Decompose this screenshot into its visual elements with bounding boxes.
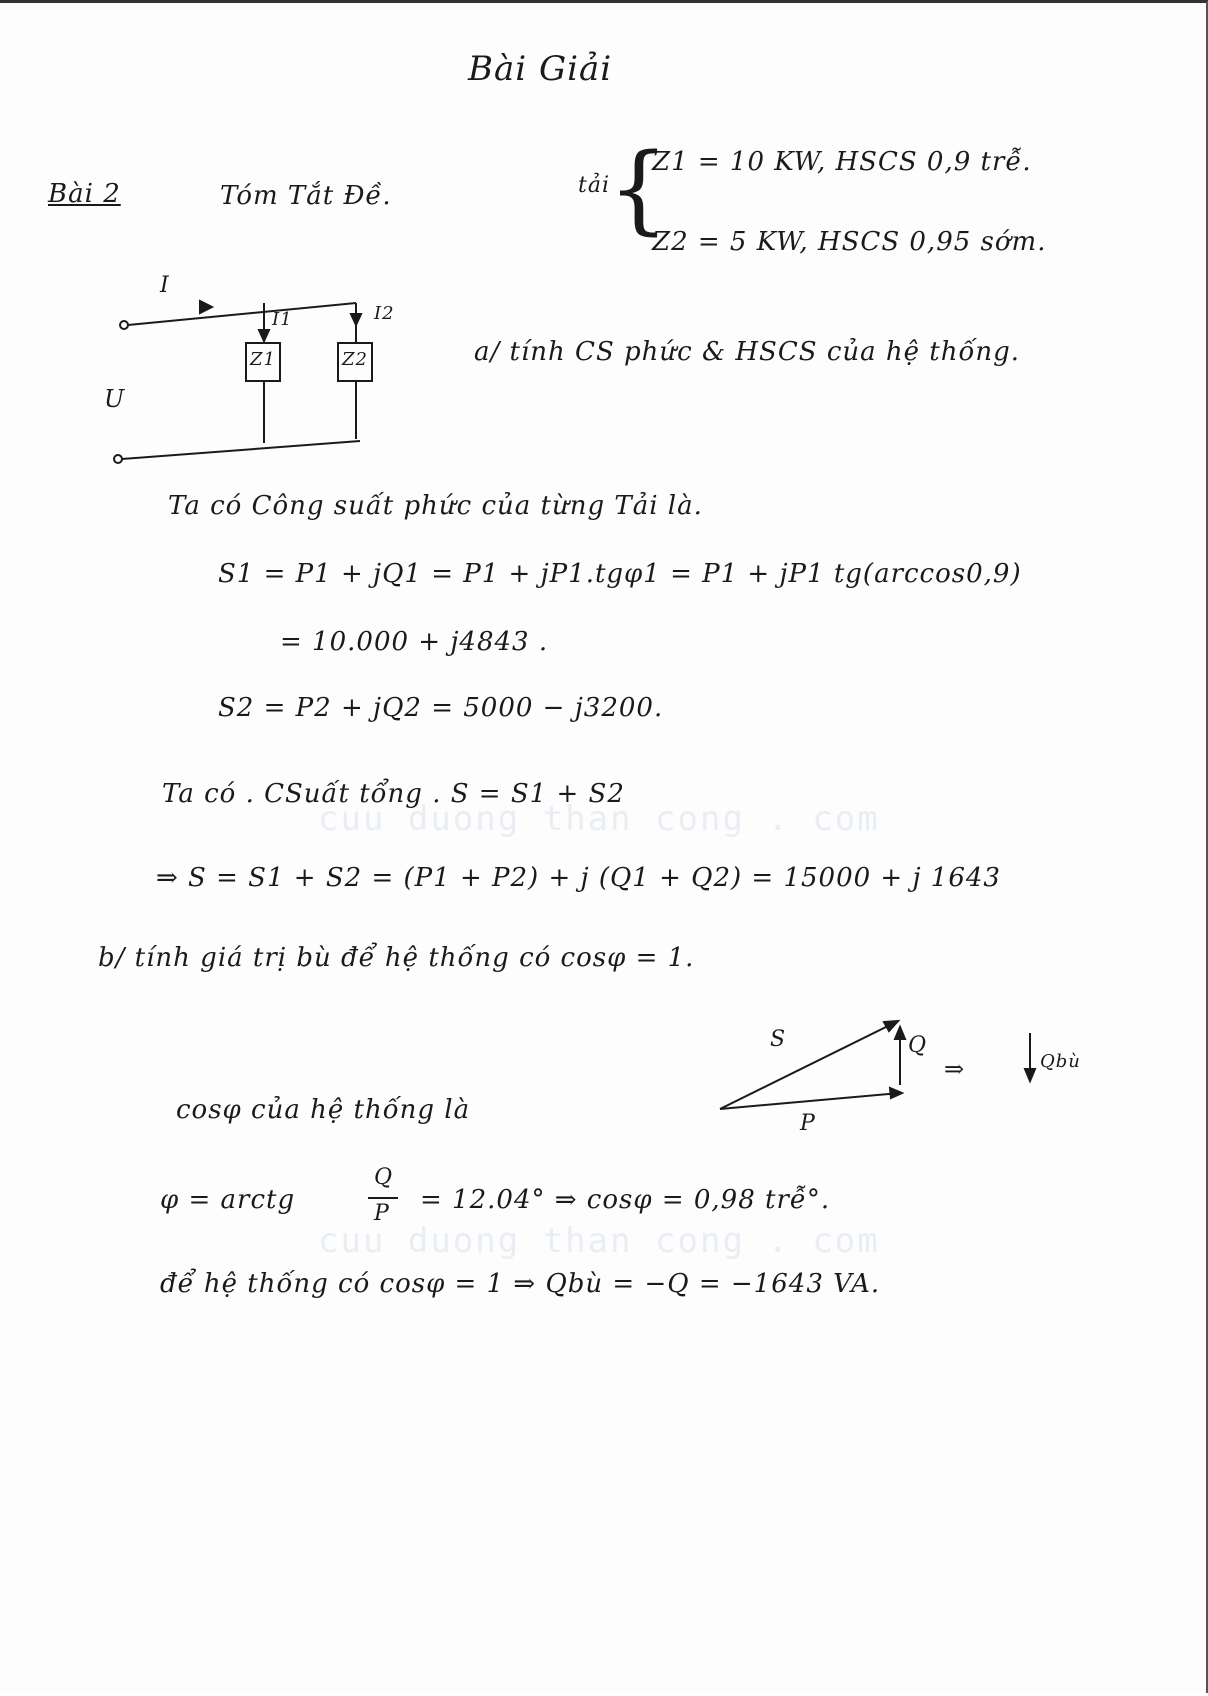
part-b-line-2-numerator: Q — [374, 1165, 394, 1190]
current-1-label: I1 — [272, 309, 293, 330]
part-a-line-4: S2 = P2 + jQ2 = 5000 − j3200. — [218, 693, 664, 723]
part-b-line-2-suffix: = 12.04° ⇒ cosφ = 0,98 trễ°. — [420, 1185, 831, 1215]
part-a-line-3: = 10.000 + j4843 . — [280, 627, 549, 657]
part-b-line-2-prefix: φ = arctg — [160, 1185, 296, 1215]
part-a-line-1: Ta có Công suất phức của từng Tải là. — [168, 491, 703, 521]
power-triangle-diagram — [0, 3, 1208, 1696]
loads-label: tải — [578, 173, 610, 198]
voltage-label: U — [104, 385, 126, 413]
watermark-1: cuu duong than cong . com — [318, 799, 880, 839]
part-b-line-1: cosφ của hệ thống là — [176, 1095, 471, 1125]
part-a-question: a/ tính CS phức & HSCS của hệ thống. — [474, 337, 1021, 367]
current-2-label: I2 — [374, 303, 395, 324]
current-total-label: I — [160, 273, 170, 298]
page-title: Bài Giải — [468, 49, 613, 89]
part-b-line-3: để hệ thống có cosφ = 1 ⇒ Qbù = −Q = −1643 VA. — [160, 1269, 881, 1299]
triangle-q-label: Q — [908, 1033, 928, 1058]
load-z1: Z1 = 10 KW, HSCS 0,9 trễ. — [652, 147, 1032, 177]
part-a-line-2: S1 = P1 + jQ1 = P1 + jP1.tgφ1 = P1 + jP1 tg(arccos0,9) — [218, 559, 1022, 589]
fraction-bar — [368, 1197, 398, 1199]
triangle-p-label: P — [800, 1111, 816, 1136]
triangle-arrow: ⇒ — [944, 1055, 966, 1083]
summary-label: Tóm Tắt Đề. — [220, 181, 392, 211]
part-b-question: b/ tính giá trị bù để hệ thống có cosφ = 1. — [98, 943, 695, 973]
part-a-line-6: ⇒ S = S1 + S2 = (P1 + P2) + j (Q1 + Q2) = 15000 + j 1643 — [156, 863, 1001, 893]
impedance-2-label: Z2 — [342, 349, 368, 370]
part-a-line-5: Ta có . CSuất tổng . S = S1 + S2 — [162, 779, 625, 809]
watermark-2: cuu duong than cong . com — [318, 1221, 880, 1261]
impedance-1-label: Z1 — [250, 349, 276, 370]
triangle-s-label: S — [770, 1027, 787, 1052]
part-b-line-2-denominator: P — [374, 1201, 390, 1226]
problem-label: Bài 2 — [48, 179, 121, 209]
load-z2: Z2 = 5 KW, HSCS 0,95 sớm. — [652, 227, 1047, 257]
triangle-qbu-label: Qbù — [1040, 1051, 1081, 1072]
loads-brace: { — [608, 133, 670, 245]
